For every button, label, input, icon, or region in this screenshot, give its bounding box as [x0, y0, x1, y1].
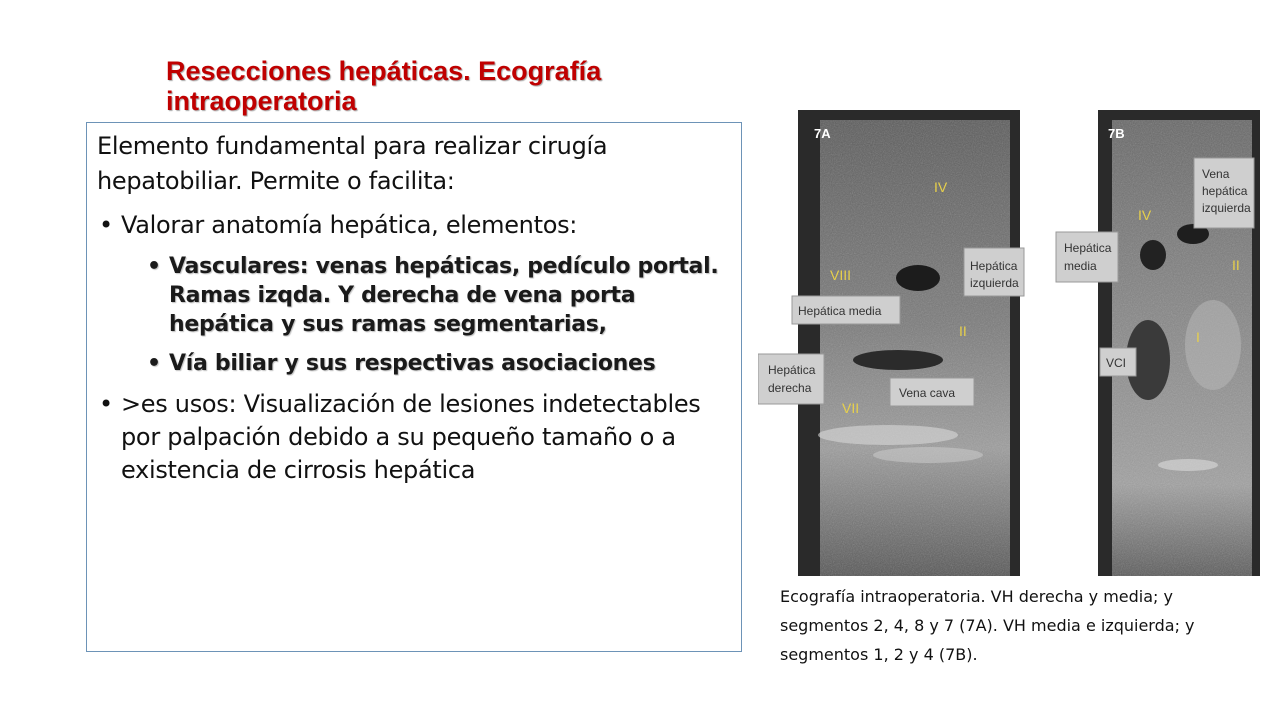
segment-label: II	[959, 323, 967, 339]
label-hepatica-media: Hepática	[1064, 241, 1112, 255]
label-vena-hepatica-izquierda: Vena	[1202, 167, 1230, 181]
ultrasound-panel-7a	[758, 110, 1024, 576]
label-vci: VCI	[1106, 356, 1127, 370]
bullet-icon: •	[99, 390, 113, 418]
label-hepatica-derecha: derecha	[768, 381, 812, 395]
label-hepatica-derecha: Hepática	[768, 363, 816, 377]
figure-caption: Ecografía intraoperatoria. VH derecha y media; y segmentos 2, 4, 8 y 7 (7A). VH media e izquierda; y segmentos 1, 2 y 4 (7B).	[780, 587, 1195, 664]
segment-label: IV	[1138, 207, 1152, 223]
content-textbox	[86, 122, 742, 652]
label-vena-hepatica-izquierda: hepática	[1202, 184, 1248, 198]
label-vena-hepatica-izquierda: izquierda	[1202, 201, 1251, 215]
label-hepatica-media: media	[1064, 259, 1097, 273]
bullet-anatomy-text: Valorar anatomía hepática, elementos:	[121, 211, 578, 239]
bullet-item-anatomy	[97, 209, 741, 378]
bullet-item-uses	[97, 388, 741, 487]
sub-bullet-biliary-text: Vía biliar y sus respectivas asociaciones	[169, 351, 656, 376]
bullet-icon: •	[99, 211, 113, 239]
ultrasound-figure	[758, 110, 1262, 576]
intro-text: Elemento fundamental para realizar cirugía hepatobiliar. Permite o facilita:	[97, 132, 608, 195]
segment-label: VIII	[830, 267, 852, 283]
segment-label: I	[1196, 329, 1200, 345]
sub-bullet-biliary	[121, 349, 741, 378]
segment-label: IV	[934, 179, 948, 195]
panel-7a-tag: 7A	[814, 126, 831, 141]
panel-7b-tag: 7B	[1108, 126, 1125, 141]
label-hepatica-izquierda: Hepática	[970, 259, 1018, 273]
bullet-list	[97, 209, 741, 487]
label-hepatica-media: Hepática media	[798, 304, 882, 318]
ultrasound-panel-7b	[1056, 110, 1260, 576]
segment-label: II	[1232, 257, 1240, 273]
sub-bullet-vascular	[121, 252, 741, 339]
sub-bullet-list	[121, 252, 741, 378]
segment-label: VII	[842, 400, 860, 416]
bullet-icon: •	[147, 254, 161, 279]
slide-title: Resecciones hepáticas. Ecografía intraoperatoria	[166, 56, 602, 116]
bullet-icon: •	[147, 351, 161, 376]
label-vena-cava: Vena cava	[899, 386, 956, 400]
label-hepatica-izquierda: izquierda	[970, 276, 1019, 290]
sub-bullet-vascular-text: Vasculares: venas hepáticas, pedículo portal. Ramas izqda. Y derecha de vena porta hepática y sus ramas segmentarias,	[169, 254, 719, 337]
bullet-uses-text: >es usos: Visualización de lesiones indetectables por palpación debido a su pequeño tamaño o a existencia de cirrosis hepática	[121, 390, 701, 484]
